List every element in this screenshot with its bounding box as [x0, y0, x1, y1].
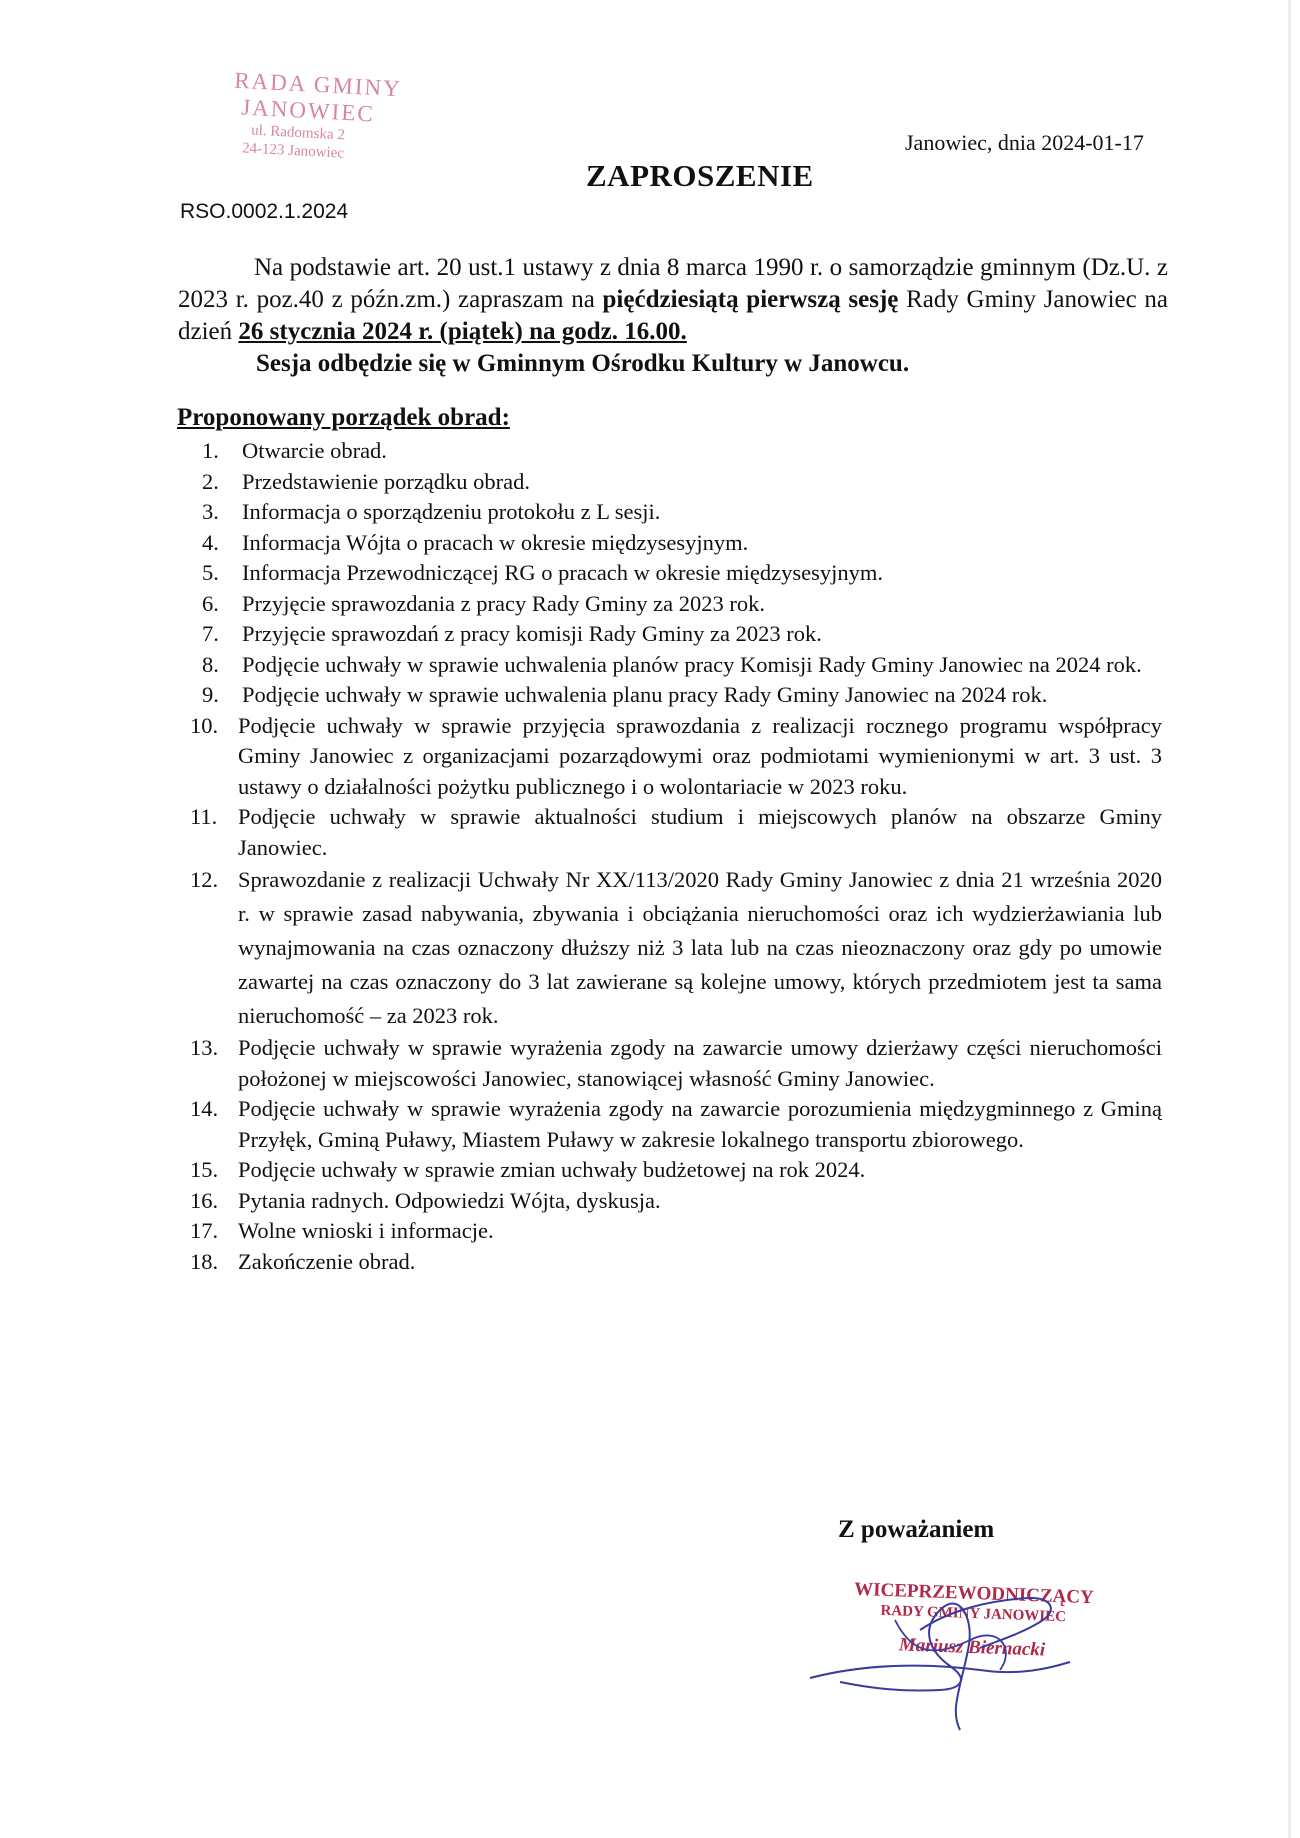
document-title: ZAPROSZENIE — [586, 158, 814, 193]
signature-stamp-name: Mariusz Biernacki — [898, 1634, 1046, 1661]
agenda-item-text: Sprawozdanie z realizacji Uchwały Nr XX/113/2020 Rady Gminy Janowiec z dnia 21 września 2020 r. w sprawie zasad nabywania, zbywania i obciążania nieruchomości oraz ich wydzierżawiania lub wynajmowania na czas oznaczony dłuższy niż 3 lata lub na czas nieoznaczony oraz gdy po umowie zawartej na czas oznaczony do 3 lat zawierane są kolejne umowy, których przedmiotem jest ta sama nieruchomość – za 2023 rok. — [238, 867, 1162, 1028]
closing-regards: Z poważaniem — [838, 1516, 995, 1543]
reference-number: RSO.0002.1.2024 — [180, 200, 349, 223]
place-date: Janowiec, dnia 2024-01-17 — [905, 130, 1144, 155]
session-number: pięćdziesiątą pierwszą sesję — [602, 286, 899, 313]
agenda-heading: Proponowany porządek obrad: — [177, 404, 510, 431]
agenda-item-number: 14. — [190, 1096, 219, 1121]
agenda-item-number: 17. — [190, 1218, 219, 1243]
agenda-item-number: 16. — [190, 1187, 219, 1213]
handwritten-signature — [800, 1570, 1100, 1740]
council-stamp — [218, 67, 418, 162]
agenda-item-text: Podjęcie uchwały w sprawie wyrażenia zgody na zawarcie umowy dzierżawy części nieruchomości położonej w miejscowości Janowiec, stanowiącej własność Gminy Janowiec. — [238, 1035, 1162, 1091]
agenda-list — [180, 436, 1162, 1277]
agenda-item-text: Przyjęcie sprawozdań z pracy komisji Rady Gminy za 2023 rok. — [242, 621, 822, 646]
agenda-item-number: 15. — [190, 1157, 219, 1182]
agenda-item-number: 18. — [190, 1248, 219, 1274]
stamp-line-3: ul. Radomska 2 — [250, 122, 346, 144]
agenda-item — [180, 558, 1162, 589]
intro-paragraph — [178, 252, 1168, 348]
agenda-item-text: Podjęcie uchwały w sprawie wyrażenia zgody na zawarcie porozumienia międzygminnego z Gminą Przyłęk, Gminą Puławy, Miastem Puławy w zakresie lokalnego transportu zbiorowego. — [238, 1096, 1162, 1152]
agenda-item — [180, 711, 1162, 803]
agenda-item-number: 12. — [190, 867, 219, 892]
agenda-item-number: 1. — [202, 438, 219, 463]
agenda-item-text: Przyjęcie sprawozdania z pracy Rady Gminy za 2023 rok. — [242, 590, 765, 616]
stamp-line-2: JANOWIEC — [240, 94, 376, 127]
agenda-item — [180, 650, 1162, 681]
stamp-line-4: 24-123 Janowiec — [241, 140, 345, 162]
agenda-item — [180, 1155, 1162, 1186]
agenda-item — [180, 1216, 1162, 1247]
agenda-item-number: 4. — [202, 529, 219, 555]
agenda-item-number: 7. — [202, 621, 219, 646]
signature-stamp-title: WICEPRZEWODNICZĄCY — [853, 1578, 1095, 1609]
agenda-item — [180, 1186, 1162, 1217]
agenda-item-number: 2. — [202, 468, 219, 494]
agenda-item-number: 13. — [190, 1035, 219, 1060]
agenda-item-text: Pytania radnych. Odpowiedzi Wójta, dyskusja. — [238, 1187, 661, 1213]
agenda-item — [180, 467, 1162, 498]
agenda-item-text: Podjęcie uchwały w sprawie uchwalenia planu pracy Rady Gminy Janowiec na 2024 rok. — [242, 682, 1048, 707]
agenda-item-text: Informacja Przewodniczącej RG o pracach w okresie międzysesyjnym. — [242, 560, 883, 585]
agenda-item-number: 5. — [202, 560, 219, 585]
agenda-item — [180, 589, 1162, 620]
agenda-item-text: Przedstawienie porządku obrad. — [242, 468, 531, 494]
agenda-item-number: 10. — [190, 712, 219, 738]
agenda-item-number: 11. — [190, 804, 218, 829]
stamp-line-1: RADA GMINY — [233, 67, 403, 102]
intro-text-1: Na podstawie art. 20 ust.1 ustawy z dnia 8 marca 1990 r. o samorządzie gminnym (Dz.U. z 2023 r. poz.40 z późn.zm.) zapraszam na — [178, 254, 1168, 313]
agenda-item — [180, 528, 1162, 559]
agenda-item — [180, 1247, 1162, 1278]
agenda-item — [180, 436, 1162, 467]
agenda-item-text: Informacja Wójta o pracach w okresie międzysesyjnym. — [242, 529, 749, 555]
agenda-item — [180, 1033, 1162, 1094]
agenda-item-text: Podjęcie uchwały w sprawie uchwalenia planów pracy Komisji Rady Gminy Janowiec na 2024 rok. — [242, 651, 1142, 677]
signature-stamp-body: RADY GMINY JANOWIEC — [880, 1602, 1067, 1626]
intro-text-2: Rady Gminy Janowiec na dzień — [178, 286, 1169, 345]
scan-edge — [1288, 0, 1291, 1838]
agenda-item — [180, 863, 1162, 1033]
session-date-time: 26 stycznia 2024 r. (piątek) na godz. 16.00. — [238, 318, 687, 345]
agenda-item-number: 9. — [202, 682, 219, 707]
session-venue: Sesja odbędzie się w Gminnym Ośrodku Kultury w Janowcu. — [256, 350, 910, 377]
agenda-item-text: Podjęcie uchwały w sprawie przyjęcia sprawozdania z realizacji rocznego programu współpracy Gminy Janowiec z organizacjami pozarządowymi oraz podmiotami wymienionymi w art. 3 ust. 3 ustawy o działalności pożytku publicznego i o wolontariacie w 2023 roku. — [238, 712, 1162, 799]
agenda-item — [180, 1094, 1162, 1155]
agenda-item-number: 3. — [202, 499, 219, 524]
agenda-item-text: Otwarcie obrad. — [242, 438, 387, 463]
agenda-item — [180, 497, 1162, 528]
agenda-item — [180, 619, 1162, 650]
agenda-item — [180, 802, 1162, 863]
agenda-item — [180, 680, 1162, 711]
agenda-item-text: Podjęcie uchwały w sprawie aktualności studium i miejscowych planów na obszarze Gminy Janowiec. — [238, 804, 1162, 860]
agenda-item-text: Informacja o sporządzeniu protokołu z L sesji. — [242, 499, 661, 524]
agenda-item-number: 8. — [202, 651, 219, 677]
agenda-item-number: 6. — [202, 590, 219, 616]
agenda-item-text: Wolne wnioski i informacje. — [238, 1218, 494, 1243]
agenda-item-text: Podjęcie uchwały w sprawie zmian uchwały budżetowej na rok 2024. — [238, 1157, 866, 1182]
agenda-item-text: Zakończenie obrad. — [238, 1248, 416, 1274]
